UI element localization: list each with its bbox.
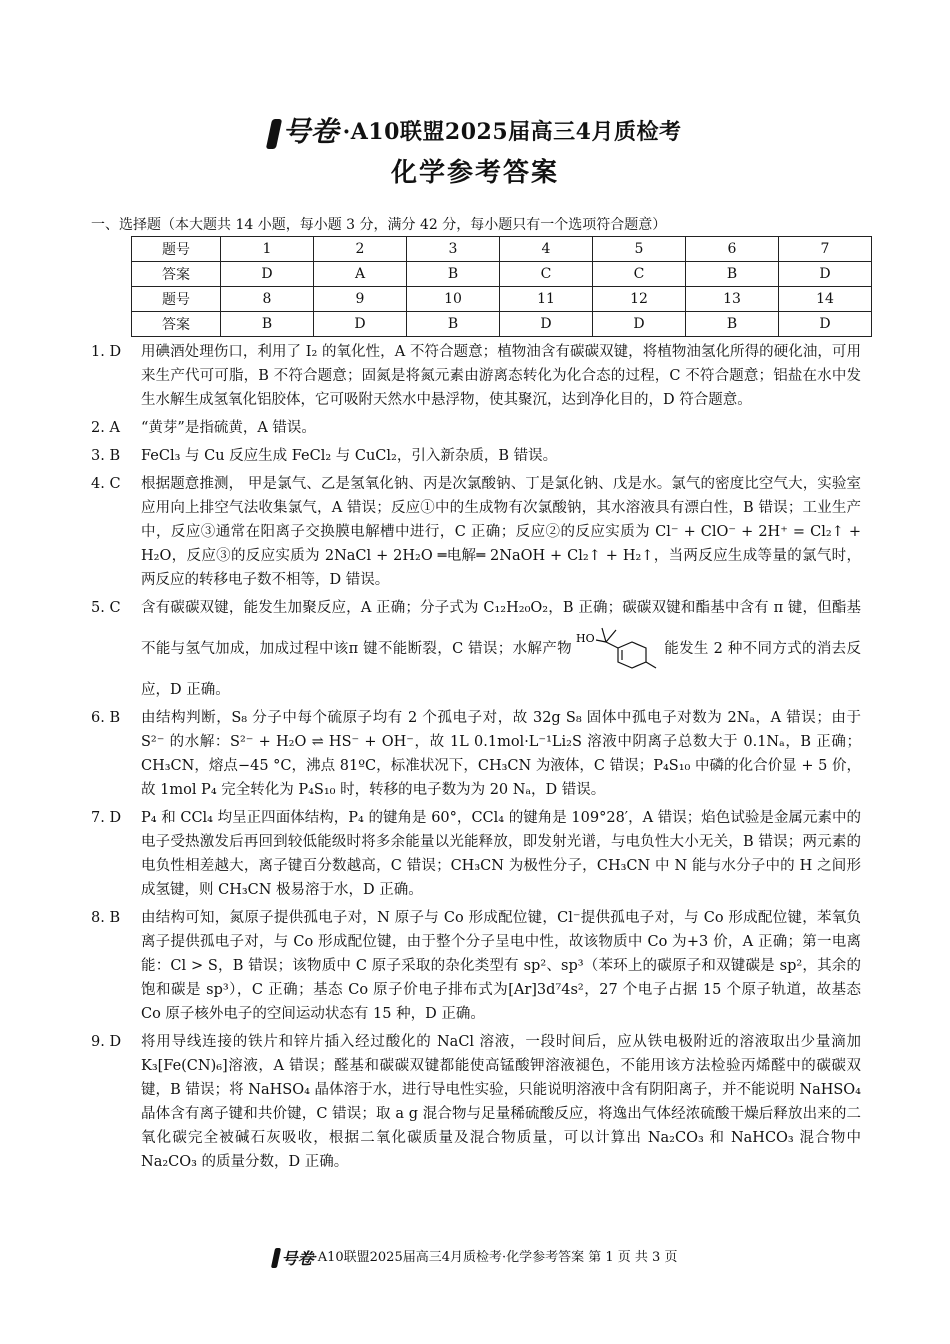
answer-table-cell: D (500, 312, 593, 337)
answer-table-cell: B (407, 262, 500, 287)
section-heading: 一、选择题（本大题共 14 小题，每小题 3 分，满分 42 分，每小题只有一个选项符合题意） (91, 217, 667, 233)
answer-table-cell: D (779, 312, 872, 337)
answer-table-row (132, 237, 872, 262)
item-number: 5. C (91, 600, 121, 616)
answer-table-cell: 7 (779, 237, 872, 262)
item-text: 由结构判断，S₈ 分子中每个硫原子均有 2 个孤电子对，故 32g S₈ 固体中孤电子对数为 2Nₐ，A 错误；由于 S²⁻ 的水解：S²⁻ + H₂O ⇌ HS⁻ + OH⁻，故 1L 0.1mol·L⁻¹Li₂S 溶液中阴离子总数大于 0.1Nₐ，B 正确；CH₃CN，熔点−45 °C，沸点 81ºC，标准状况下，CH₃CN 为液体，C 错误；P₄S₁₀ 中磷的化合价显 + 5 价，故 1mol P₄ 完全转化为 P₄S₁₀ 时，转移的电子数为为 20 Nₐ，D 错误。 (141, 710, 861, 798)
answer-table-cell: D (314, 312, 407, 337)
answer-table-cell: 1 (221, 237, 314, 262)
item-number: 3. B (91, 448, 121, 464)
answer-table (131, 236, 872, 337)
item-text-part-a: 含有碳碳双键，能发生加聚反应，A 正确；分子式为 C₁₂H₂₀O₂，B 正确；碳碳双键和酯基中含有 π 键，但酯基不能与氢气加成，加成过程中该π 键不能断裂，C 错误；水解产物 (141, 600, 861, 657)
item-text: “黄芽”是指硫黄，A 错误。 (141, 420, 316, 436)
answer-table-cell: 4 (500, 237, 593, 262)
hydrolysis-product-structure (576, 620, 660, 678)
answer-table-cell: 14 (779, 287, 872, 312)
item-number: 9. D (91, 1034, 122, 1050)
answer-table-row-label: 题号 (132, 237, 221, 262)
answer-table-row-label: 题号 (132, 287, 221, 312)
item-number: 8. B (91, 910, 121, 926)
item-number: 4. C (91, 476, 121, 492)
answer-table-cell: 10 (407, 287, 500, 312)
answer-table-row-label: 答案 (132, 262, 221, 287)
header (0, 110, 950, 150)
explanation-item (91, 340, 861, 412)
answer-table-cell: 9 (314, 287, 407, 312)
item-text: 根据题意推测， 甲是氯气、乙是氢氧化钠、丙是次氯酸钠、丁是氯化钠、戊是水。氯气的密度比空气大，实验室应用向上排空气法收集氯气，A 错误；反应①中的生成物有次氯酸钠，其水溶液具有漂白性，B 错误；工业生产中，反应③通常在阳离子交换膜电解槽中进行，C 正确；反应②的反应实质为 Cl⁻ + ClO⁻ + 2H⁺ = Cl₂↑ + H₂O，反应③的反应实质为 2NaCl + 2H₂O ═电解═ 2NaOH + Cl₂↑ + H₂↑，当两反应生成等量的氯气时，两反应的转移电子数不相等，D 错误。 (141, 476, 861, 588)
answer-table-row (132, 262, 872, 287)
answer-table-row-label: 答案 (132, 312, 221, 337)
answer-table-cell: B (221, 312, 314, 337)
answer-table-cell: C (593, 262, 686, 287)
answer-table-cell: 3 (407, 237, 500, 262)
brand-mark-icon (265, 119, 281, 149)
answer-table-cell: B (686, 312, 779, 337)
item-text: 由结构可知，氮原子提供孤电子对，N 原子与 Co 形成配位键，Cl⁻提供孤电子对，与 Co 形成配位键，苯氧负离子提供孤电子对，与 Co 形成配位键，由于整个分子呈电中性，故该物质中 Co 为+3 价，A 正确；第一电离能：Cl > S，B 错误；该物质中 C 原子采取的杂化类型有 sp²、sp³（苯环上的碳原子和双键碳是 sp²，其余的饱和碳是 sp³），C 正确；基态 Co 原子价电子排布式为[Ar]3d⁷4s²，27 个电子占据 15 个原子轨道，故基态 Co 原子核外电子的空间运动状态有 15 种，D 正确。 (141, 910, 861, 1022)
item-text: 用碘酒处理伤口，利用了 I₂ 的氧化性，A 不符合题意；植物油含有碳碳双键，将植物油氢化所得的硬化油，可用来生产代可可脂，B 不符合题意；固氮是将氮元素由游离态转化为化合态的过程，C 不符合题意；铝盐在水中发生水解生成氢氧化铝胶体，它可吸附天然水中悬浮物，使其聚沉，达到净化目的，D 符合题意。 (141, 344, 861, 408)
item-text (141, 596, 861, 702)
explanation-item (91, 596, 861, 702)
footer-brand-mark-icon (270, 1248, 280, 1268)
explanation-item (91, 1030, 861, 1174)
item-text: P₄ 和 CCl₄ 均呈正四面体结构，P₄ 的键角是 60°，CCl₄ 的键角是 109°28′，A 错误；焰色试验是金属元素中的电子受热激发后再回到较低能级时将多余能量以光能释放，即发射光谱，与电负性大小无关，B 错误；两元素的电负性相差越大，离子键百分数越高，C 错误；CH₃CN 为极性分子，CH₃CN 中 N 能与水分子中的 H 之间形成氢键，则 CH₃CN 极易溶于水，D 正确。 (141, 810, 861, 898)
explanation-item (91, 906, 861, 1026)
brand-logo-text: 号卷 (282, 115, 339, 148)
answer-table-cell: 11 (500, 287, 593, 312)
answer-table-cell: D (593, 312, 686, 337)
answer-table-cell: 2 (314, 237, 407, 262)
answer-table-cell: C (500, 262, 593, 287)
item-number: 2. A (91, 420, 120, 436)
answer-table-cell: 13 (686, 287, 779, 312)
answer-table-cell: 12 (593, 287, 686, 312)
answer-table-cell: D (221, 262, 314, 287)
answer-table-row (132, 287, 872, 312)
answer-table-row (132, 312, 872, 337)
explanations (91, 340, 861, 1178)
page-footer (0, 1246, 950, 1269)
page-title: ·A10联盟2025届高三4月质检考 (342, 118, 682, 145)
footer-text: ·A10联盟2025届高三4月质检考·化学参考答案 第 1 页 共 3 页 (313, 1250, 678, 1265)
item-number: 6. B (91, 710, 121, 726)
answer-table-cell: A (314, 262, 407, 287)
explanation-item (91, 706, 861, 802)
item-text: FeCl₃ 与 Cu 反应生成 FeCl₂ 与 CuCl₂，引入新杂质，B 错误。 (141, 448, 558, 464)
explanation-item (91, 444, 861, 468)
item-number: 1. D (91, 344, 122, 360)
page-subtitle: 化学参考答案 (390, 158, 559, 188)
brand-logo (269, 110, 339, 150)
footer-logo-text: 号卷 (281, 1249, 314, 1268)
item-text: 将用导线连接的铁片和锌片插入经过酸化的 NaCl 溶液，一段时间后，应从铁电极附近的溶液取出少量滴加 K₃[Fe(CN)₆]溶液，A 错误；醛基和碳碳双键都能使高锰酸钾溶液褪色，不能用该方法检验丙烯醛中的碳碳双键，B 错误；将 NaHSO₄ 晶体溶于水，进行导电性实验，只能说明溶液中含有阴阳离子，并不能说明 NaHSO₄ 晶体含有离子键和共价键，C 错误；取 a g 混合物与足量稀硫酸反应，将逸出气体经浓硫酸干燥后释放出来的二氧化碳完全被碱石灰吸收，根据二氧化碳质量及混合物质量，可以计算出 Na₂CO₃ 和 NaHCO₃ 混合物中 Na₂CO₃ 的质量分数，D 正确。 (141, 1034, 861, 1170)
answer-table-cell: D (779, 262, 872, 287)
explanation-item (91, 806, 861, 902)
item-number: 7. D (91, 810, 122, 826)
explanation-item (91, 416, 861, 440)
answer-table-cell: B (407, 312, 500, 337)
answer-table-cell: 5 (593, 237, 686, 262)
answer-table-cell: 8 (221, 287, 314, 312)
answer-table-cell: B (686, 262, 779, 287)
answer-table-cell: 6 (686, 237, 779, 262)
structure-label: HO (575, 632, 595, 645)
item-text-part-b: 能发生 2 种不同方式的消去反应，D 正确。 (141, 641, 861, 698)
explanation-item (91, 472, 861, 592)
